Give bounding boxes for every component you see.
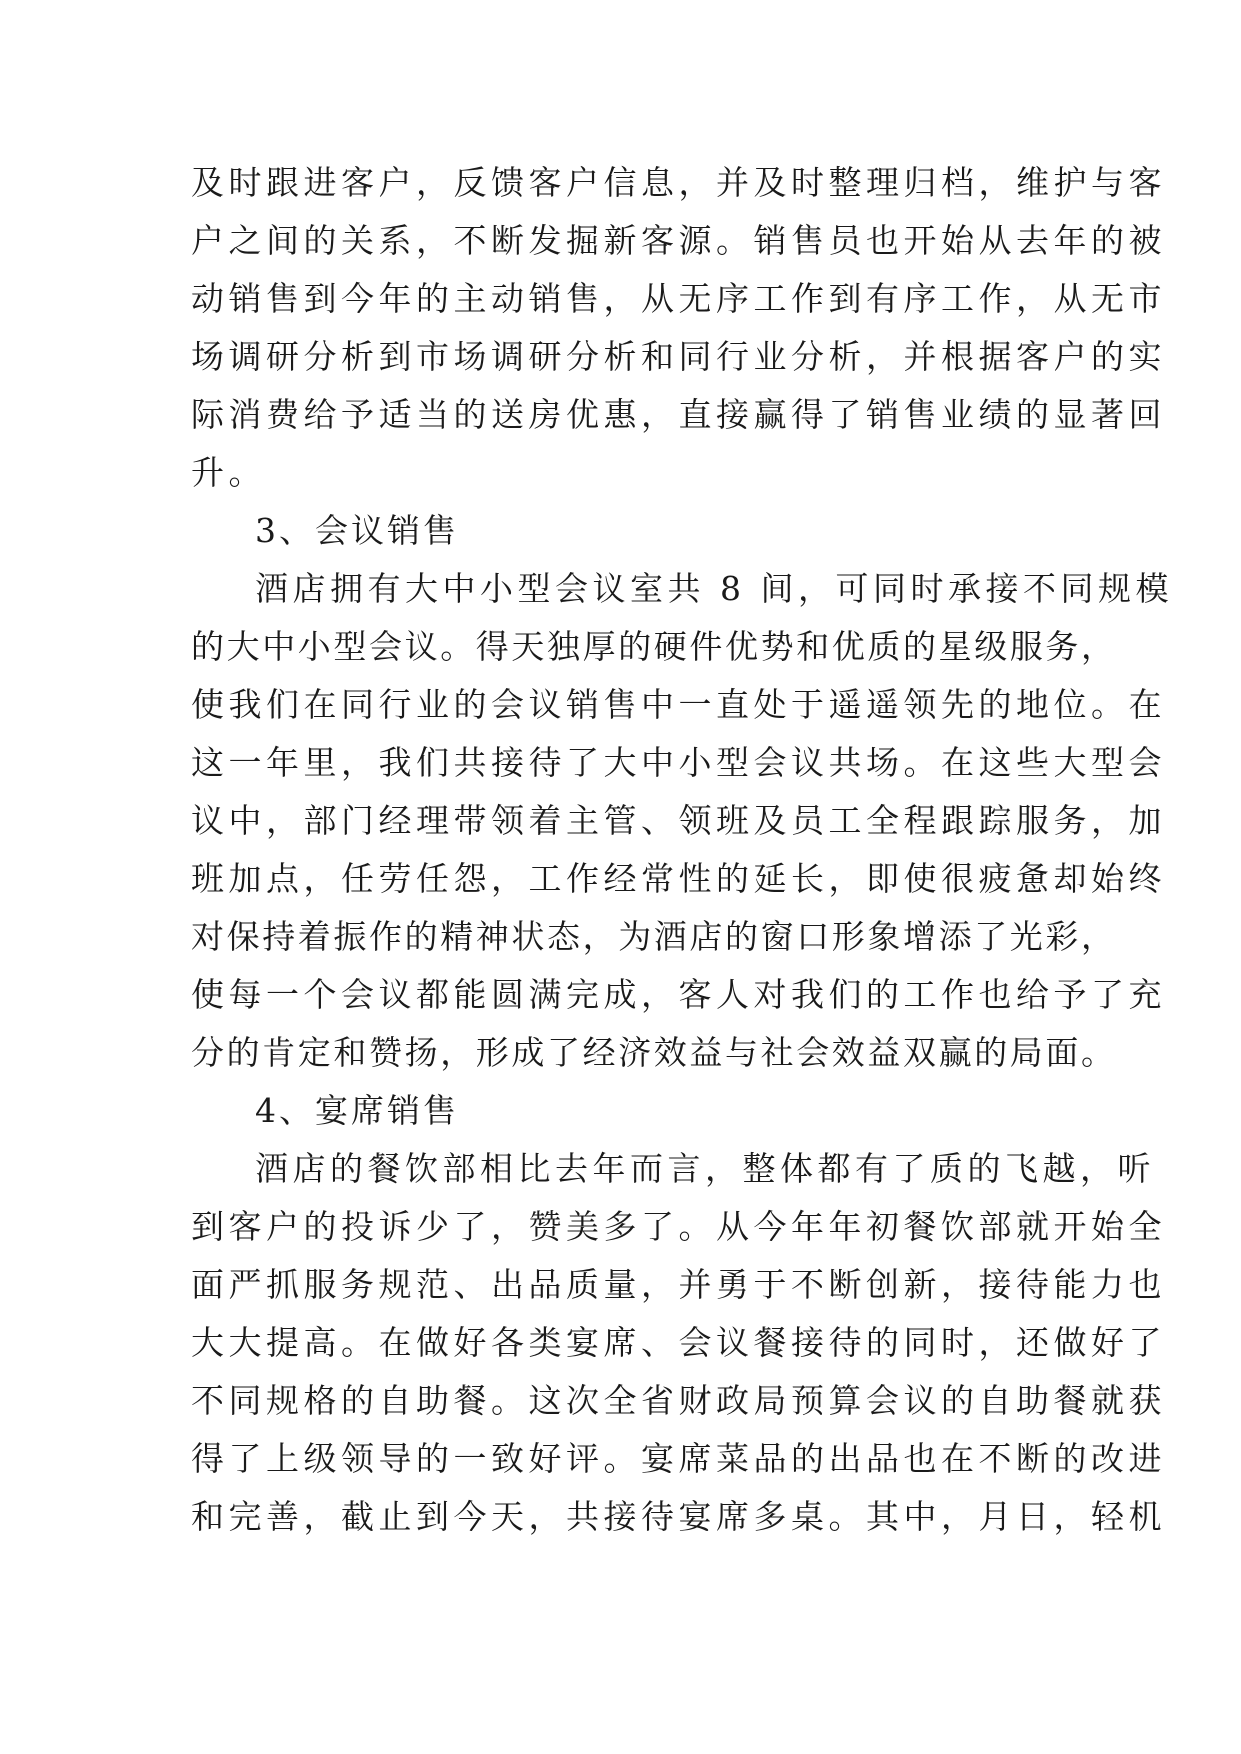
section-heading: 3、会议销售 — [255, 511, 459, 550]
text-line: 及时跟进客户，反馈客户信息，并及时整理归档，维护与客 — [191, 163, 1166, 202]
section-heading: 4、宴席销售 — [255, 1091, 459, 1130]
text-line: 酒店的餐饮部相比去年而言，整体都有了质的飞越，听 — [255, 1149, 1155, 1188]
text-line: 场调研分析到市场调研分析和同行业分析，并根据客户的实 — [191, 337, 1166, 376]
text-line: 议中，部门经理带领着主管、领班及员工全程跟踪服务，加 — [191, 801, 1166, 840]
text-line: 到客户的投诉少了，赞美多了。从今年年初餐饮部就开始全 — [191, 1207, 1166, 1246]
text-line: 户之间的关系，不断发掘新客源。销售员也开始从去年的被 — [191, 221, 1166, 260]
text-line: 不同规格的自助餐。这次全省财政局预算会议的自助餐就获 — [191, 1381, 1166, 1420]
text-line: 这一年里，我们共接待了大中小型会议共场。在这些大型会 — [191, 743, 1166, 782]
text-line: 升。 — [191, 453, 266, 492]
text-line: 的大中小型会议。得天独厚的硬件优势和优质的星级服务， — [191, 627, 1117, 666]
text-line: 使每一个会议都能圆满完成，客人对我们的工作也给予了充 — [191, 975, 1166, 1014]
text-line: 和完善，截止到今天，共接待宴席多桌。其中，月日，轻机 — [191, 1497, 1166, 1536]
text-line: 分的肯定和赞扬，形成了经济效益与社会效益双赢的局面。 — [191, 1033, 1117, 1072]
text-line: 对保持着振作的精神状态，为酒店的窗口形象增添了光彩， — [191, 917, 1117, 956]
text-line: 得了上级领导的一致好评。宴席菜品的出品也在不断的改进 — [191, 1439, 1166, 1478]
text-line: 班加点，任劳任怨，工作经常性的延长，即使很疲惫却始终 — [191, 859, 1166, 898]
text-line: 面严抓服务规范、出品质量，并勇于不断创新，接待能力也 — [191, 1265, 1166, 1304]
text-line: 使我们在同行业的会议销售中一直处于遥遥领先的地位。在 — [191, 685, 1166, 724]
text-line: 际消费给予适当的送房优惠，直接赢得了销售业绩的显著回 — [191, 395, 1166, 434]
text-line: 大大提高。在做好各类宴席、会议餐接待的同时，还做好了 — [191, 1323, 1166, 1362]
text-line: 酒店拥有大中小型会议室共 8 间，可同时承接不同规模 — [255, 569, 1173, 608]
text-line: 动销售到今年的主动销售，从无序工作到有序工作，从无市 — [191, 279, 1166, 318]
